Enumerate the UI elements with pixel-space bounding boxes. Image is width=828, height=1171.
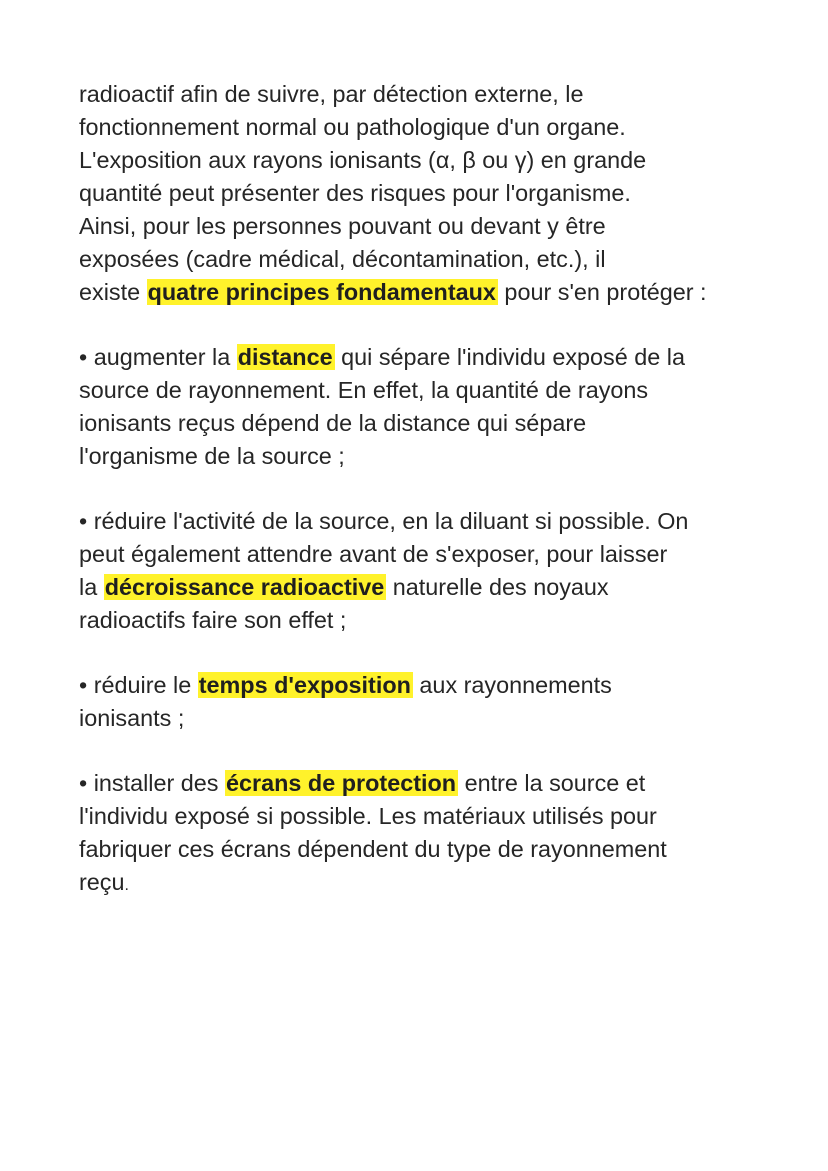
text-line — [79, 571, 779, 604]
text-segment: qui sépare l'individu exposé de la — [334, 344, 685, 370]
text-line: peut également attendre avant de s'exposer, pour laisser — [79, 541, 668, 567]
text-line: quantité peut présenter des risques pour l'organisme. — [79, 180, 631, 206]
final-period: . — [124, 877, 129, 894]
highlight-decroissance-radioactive: décroissance radioactive — [104, 574, 385, 600]
text-line — [79, 276, 779, 309]
text-segment: existe — [79, 279, 147, 305]
paragraph-gap — [79, 735, 779, 767]
text-segment: pour s'en protéger : — [497, 279, 707, 305]
text-line: source de rayonnement. En effet, la quantité de rayons — [79, 377, 649, 403]
text-segment: aux rayonnements — [412, 672, 612, 698]
bullet-distance — [79, 341, 779, 473]
text-line — [79, 767, 779, 800]
paragraph-gap — [79, 309, 779, 341]
highlight-distance: distance — [237, 344, 333, 370]
text-line: L'exposition aux rayons ionisants (α, β ou γ) en grande — [79, 147, 647, 173]
bullet-screens — [79, 767, 779, 899]
bullet-activity — [79, 505, 779, 637]
text-line: fabriquer ces écrans dépendent du type de rayonnement — [79, 836, 667, 862]
text-line: l'individu exposé si possible. Les matériaux utilisés pour — [79, 803, 657, 829]
text-line — [79, 669, 779, 702]
highlight-ecrans-protection: écrans de protection — [226, 770, 457, 796]
paragraph-gap — [79, 473, 779, 505]
highlight-quatre-principes: quatre principes fondamentaux — [147, 279, 496, 305]
text-line: ionisants ; — [79, 705, 185, 731]
highlight-temps-exposition: temps d'exposition — [198, 672, 411, 698]
text-line: l'organisme de la source ; — [79, 443, 345, 469]
text-segment: reçu — [79, 869, 125, 895]
text-line: fonctionnement normal ou pathologique d'un organe. — [79, 114, 626, 140]
text-line: radioactif afin de suivre, par détection externe, le — [79, 81, 584, 107]
text-line: exposées (cadre médical, décontamination, etc.), il — [79, 246, 606, 272]
text-line: ionisants reçus dépend de la distance qui sépare — [79, 410, 587, 436]
text-line: Ainsi, pour les personnes pouvant ou devant y être — [79, 213, 606, 239]
text-segment: entre la source et — [458, 770, 646, 796]
text-line — [79, 866, 779, 899]
paragraph-gap — [79, 637, 779, 669]
text-segment: naturelle des noyaux — [386, 574, 609, 600]
intro-paragraph — [79, 78, 779, 309]
text-segment: • augmenter la — [79, 344, 237, 370]
document-page — [79, 78, 779, 899]
text-line: • réduire l'activité de la source, en la diluant si possible. On — [79, 508, 689, 534]
text-line — [79, 341, 779, 374]
text-segment: • installer des — [79, 770, 225, 796]
text-segment: • réduire le — [79, 672, 198, 698]
bullet-time — [79, 669, 779, 735]
text-line: radioactifs faire son effet ; — [79, 607, 347, 633]
text-segment: la — [79, 574, 104, 600]
